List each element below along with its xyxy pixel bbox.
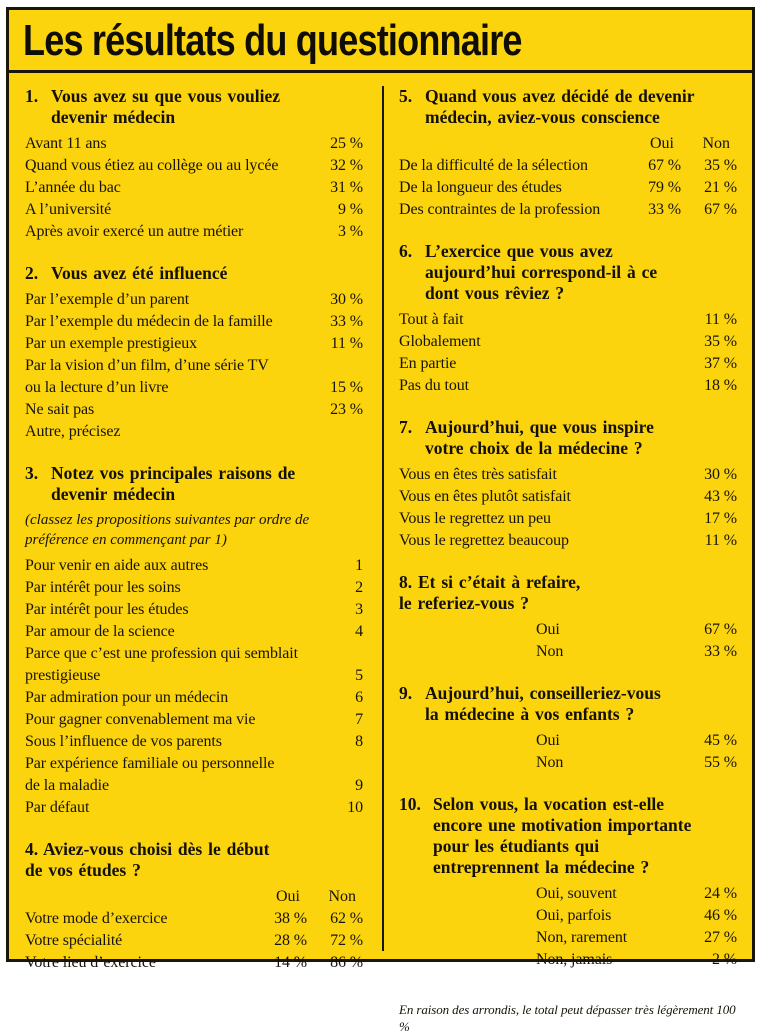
answer-value: 23 % <box>330 401 363 418</box>
answer-value-oui: 38 % <box>274 910 307 927</box>
answer-row <box>25 155 363 177</box>
answer-label: De la longueur des études <box>399 179 562 196</box>
answer-row <box>25 133 363 155</box>
answer-label: Avant 11 ans <box>25 135 107 152</box>
question-block <box>25 463 363 819</box>
answer-row <box>25 621 363 643</box>
answer-row <box>399 309 737 331</box>
answer-value: 25 % <box>330 135 363 152</box>
answer-value-oui: 79 % <box>648 179 681 196</box>
answer-row <box>399 331 737 353</box>
answer-row <box>25 952 363 974</box>
answer-label: Oui, parfois <box>536 907 612 924</box>
answer-row <box>399 905 737 927</box>
oui-header-label: Oui <box>276 888 300 905</box>
answer-value-non: 67 % <box>704 201 737 218</box>
answer-value: 3 % <box>337 223 363 240</box>
page-title: Les résultats du questionnaire <box>23 16 522 65</box>
answer-label: Par la vision d’un film, d’une série TV ou la lecture d’un livre <box>25 357 269 396</box>
question-title: Aujourd’hui, conseilleriez-vous la médecine à vos enfants ? <box>425 683 661 724</box>
answer-row <box>399 949 737 971</box>
question-heading <box>399 86 737 128</box>
question-heading <box>399 794 737 878</box>
question-block <box>25 839 363 974</box>
answer-value: 18 % <box>704 377 737 394</box>
answer-row <box>25 199 363 221</box>
question-heading: 8. Et si c’était à refaire, le referiez-vous ? <box>399 572 581 613</box>
answer-value: 27 % <box>704 929 737 946</box>
answer-value-non: 21 % <box>704 179 737 196</box>
question-block <box>399 417 737 552</box>
answer-value: 15 % <box>330 379 363 396</box>
answer-row <box>399 927 737 949</box>
answer-row <box>399 464 737 486</box>
answer-value-oui: 67 % <box>648 157 681 174</box>
answer-label: Oui, souvent <box>536 885 617 902</box>
question-number: 7. <box>399 417 413 437</box>
answer-value-non: 72 % <box>330 932 363 949</box>
question-title: Vous avez su que vous vouliez devenir médecin <box>51 86 281 127</box>
answer-row <box>399 375 737 397</box>
question-title: L’exercice que vous avez aujourd’hui correspond-il à ce dont vous rêviez ? <box>425 241 658 303</box>
results-columns <box>9 73 752 1034</box>
answer-row <box>399 530 737 552</box>
answer-row <box>25 709 363 731</box>
answer-label: Non <box>536 754 564 771</box>
answer-label: Globalement <box>399 333 481 350</box>
question-heading <box>399 241 737 304</box>
answer-row <box>399 641 737 663</box>
answer-value: 2 % <box>711 951 737 968</box>
answer-label: Par un exemple prestigieux <box>25 335 198 352</box>
answer-row <box>25 555 363 577</box>
answer-label: Non, jamais <box>536 951 613 968</box>
answer-label: Pour venir en aide aux autres <box>25 557 209 574</box>
answer-label: Vous le regrettez un peu <box>399 510 551 527</box>
answer-label: Ne sait pas <box>25 401 95 418</box>
answer-value: 6 <box>355 689 363 706</box>
answer-row <box>25 399 363 421</box>
answer-label: Oui <box>536 621 560 638</box>
question-title: Vous avez été influencé <box>51 263 228 283</box>
answer-row <box>25 643 363 687</box>
answer-value: 67 % <box>704 621 737 638</box>
answer-label: Des contraintes de la profession <box>399 201 601 218</box>
answer-row <box>25 930 363 952</box>
answer-label: Vous en êtes très satisfait <box>399 466 557 483</box>
answer-value: 3 <box>355 601 363 618</box>
answer-value: 45 % <box>704 732 737 749</box>
answer-value: 33 % <box>704 643 737 660</box>
answer-label: Oui <box>536 732 560 749</box>
answer-row <box>25 289 363 311</box>
page-header <box>9 10 752 73</box>
answer-value: 1 <box>355 557 363 574</box>
answer-label: En partie <box>399 355 457 372</box>
answer-label: A l’université <box>25 201 112 218</box>
question-number: 3. <box>25 463 39 483</box>
answer-row <box>25 355 363 399</box>
answer-row <box>399 752 737 774</box>
non-header-label: Non <box>702 135 730 152</box>
answer-row <box>399 883 737 905</box>
answer-row <box>25 687 363 709</box>
question-title: Notez vos principales raisons de devenir médecin <box>51 463 296 504</box>
answer-value: 10 <box>347 799 363 816</box>
answer-value: 33 % <box>330 313 363 330</box>
answer-row <box>25 177 363 199</box>
question-block <box>399 572 737 663</box>
answer-label: Tout à fait <box>399 311 464 328</box>
answer-row <box>25 333 363 355</box>
answer-value-oui: 28 % <box>274 932 307 949</box>
question-block <box>25 86 363 243</box>
column-divider <box>382 86 384 951</box>
answer-value: 30 % <box>330 291 363 308</box>
answer-label: Par l’exemple d’un parent <box>25 291 190 308</box>
question-note: (classez les propositions suivantes par ordre de préférence en commençant par 1) <box>25 512 310 548</box>
answer-row <box>399 177 737 199</box>
question-heading <box>25 463 363 505</box>
answer-label: Par l’exemple du médecin de la famille <box>25 313 273 330</box>
answer-row <box>25 599 363 621</box>
answer-value: 11 % <box>330 335 363 352</box>
answer-label: Votre lieu d’exercice <box>25 954 156 971</box>
answer-label: Par amour de la science <box>25 623 175 640</box>
answer-label: Par intérêt pour les études <box>25 601 189 618</box>
question-block <box>25 263 363 443</box>
answer-value-oui: 14 % <box>274 954 307 971</box>
answer-value-non: 62 % <box>330 910 363 927</box>
answer-label: Non, rarement <box>536 929 628 946</box>
answer-label: Sous l’influence de vos parents <box>25 733 222 750</box>
answer-label: De la difficulté de la sélection <box>399 157 588 174</box>
answer-label: Vous en êtes plutôt satisfait <box>399 488 571 505</box>
answer-row <box>25 311 363 333</box>
oui-header-label: Oui <box>650 135 674 152</box>
answer-label: Par défaut <box>25 799 90 816</box>
answer-row <box>25 577 363 599</box>
question-number: 1. <box>25 86 39 106</box>
answer-label: Autre, précisez <box>25 423 121 440</box>
answer-row <box>399 486 737 508</box>
answer-label: Parce que c’est une profession qui semblait prestigieuse <box>25 645 298 684</box>
answer-value: 17 % <box>704 510 737 527</box>
answer-label: L’année du bac <box>25 179 121 196</box>
answer-row <box>25 731 363 753</box>
question-block <box>399 683 737 774</box>
answer-value: 30 % <box>704 466 737 483</box>
answer-label: Après avoir exercé un autre métier <box>25 223 244 240</box>
non-header-label: Non <box>328 888 356 905</box>
question-number: 10. <box>399 794 421 814</box>
question-block <box>399 794 737 971</box>
answer-value: 4 <box>355 623 363 640</box>
answer-value: 32 % <box>330 157 363 174</box>
questionnaire-sheet <box>6 7 755 1034</box>
answer-label: Votre spécialité <box>25 932 123 949</box>
answer-row <box>399 508 737 530</box>
answer-value: 46 % <box>704 907 737 924</box>
answer-value: 37 % <box>704 355 737 372</box>
question-block <box>399 241 737 397</box>
answer-row <box>25 753 363 797</box>
column-left <box>9 73 380 971</box>
answer-label: Par intérêt pour les soins <box>25 579 181 596</box>
answer-value: 5 <box>355 667 363 684</box>
answer-value: 8 <box>355 733 363 750</box>
answer-value: 9 % <box>337 201 363 218</box>
question-title: Selon vous, la vocation est-elle encore une motivation importante pour les étudiants qui entreprennent la médecine ? <box>433 794 692 877</box>
answer-row <box>25 221 363 243</box>
question-block <box>399 86 737 221</box>
question-heading <box>25 86 363 128</box>
answer-value: 43 % <box>704 488 737 505</box>
answer-value: 2 <box>355 579 363 596</box>
answer-row <box>399 155 737 177</box>
question-title: Quand vous avez décidé de devenir médecin, aviez-vous conscience <box>425 86 695 127</box>
answer-label: Vous le regrettez beaucoup <box>399 532 569 549</box>
rounding-footnote: En raison des arrondis, le total peut dépasser très légèrement 100 % <box>399 1002 736 1034</box>
answer-label: Par expérience familiale ou personnelle de la maladie <box>25 755 275 794</box>
answer-row <box>399 199 737 221</box>
answer-label: Pour gagner convenablement ma vie <box>25 711 256 728</box>
answer-value: 7 <box>355 711 363 728</box>
answer-row <box>399 353 737 375</box>
answer-label: Non <box>536 643 564 660</box>
answer-value: 35 % <box>704 333 737 350</box>
answer-row <box>399 619 737 641</box>
answer-value-non: 86 % <box>330 954 363 971</box>
column-right <box>380 73 752 1034</box>
question-number: 9. <box>399 683 413 703</box>
answer-value: 31 % <box>330 179 363 196</box>
answer-value: 24 % <box>704 885 737 902</box>
question-heading <box>399 683 737 725</box>
answer-value: 55 % <box>704 754 737 771</box>
question-heading <box>25 263 363 284</box>
answer-value: 11 % <box>704 532 737 549</box>
answer-value: 9 <box>355 777 363 794</box>
yes-no-header <box>399 133 737 155</box>
answer-row <box>399 730 737 752</box>
question-heading: 4. Aviez-vous choisi dès le début de vos études ? <box>25 839 270 880</box>
answer-label: Pas du tout <box>399 377 470 394</box>
answer-label: Votre mode d’exercice <box>25 910 168 927</box>
answer-row <box>25 908 363 930</box>
answer-row <box>25 421 363 443</box>
question-number: 6. <box>399 241 413 261</box>
answer-label: Par admiration pour un médecin <box>25 689 229 706</box>
answer-value-non: 35 % <box>704 157 737 174</box>
answer-value: 11 % <box>704 311 737 328</box>
question-heading <box>399 417 737 459</box>
yes-no-header <box>25 886 363 908</box>
answer-label: Quand vous étiez au collège ou au lycée <box>25 157 279 174</box>
question-title: Aujourd’hui, que vous inspire votre choix de la médecine ? <box>425 417 654 458</box>
answer-value-oui: 33 % <box>648 201 681 218</box>
question-number: 5. <box>399 86 413 106</box>
question-number: 2. <box>25 263 39 283</box>
answer-row <box>25 797 363 819</box>
